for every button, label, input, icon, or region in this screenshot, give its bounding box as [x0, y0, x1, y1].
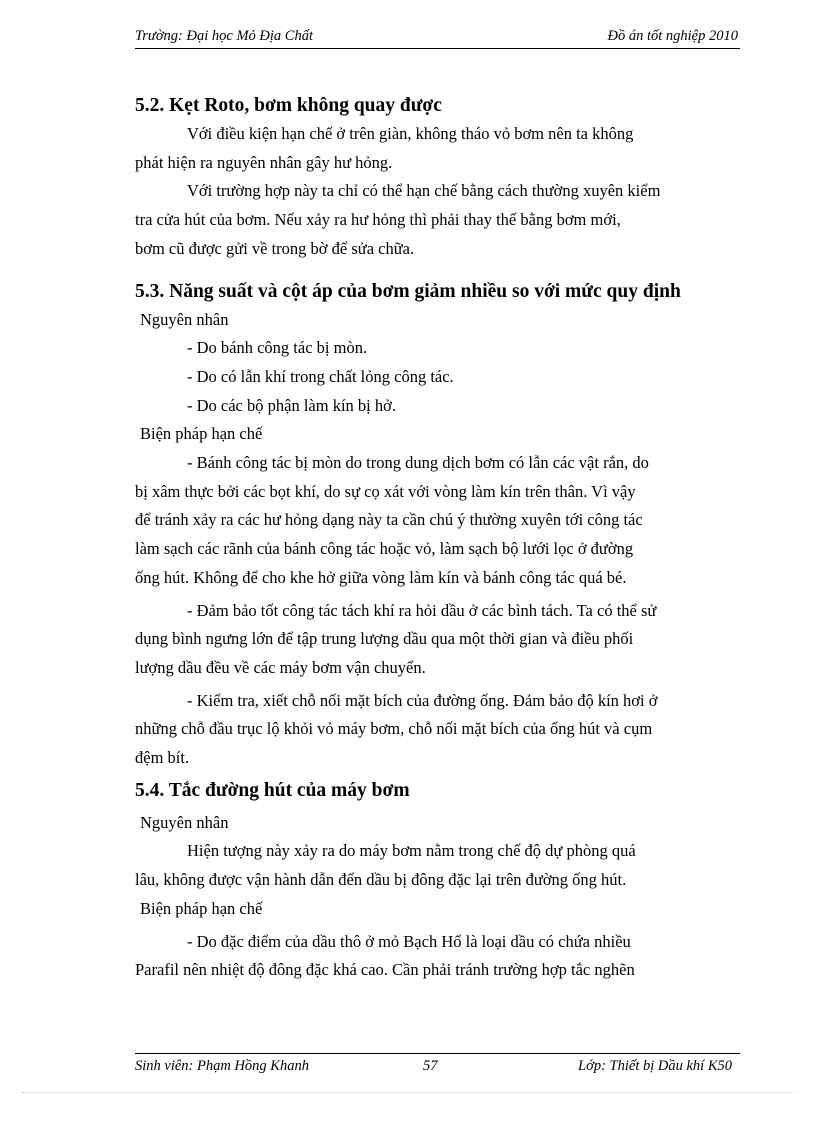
text-line: Với điều kiện hạn chế ở trên giàn, không tháo vỏ bơm nên ta không — [187, 124, 634, 143]
label-remedy: Biện pháp hạn chế — [140, 898, 263, 918]
section-title-5-2: 5.2. Kẹt Roto, bơm không quay được — [135, 95, 442, 116]
page-number: 57 — [423, 1058, 438, 1074]
header-school: Trường: Đại học Mỏ Địa Chất — [135, 28, 313, 44]
text-line: - Kiểm tra, xiết chỗ nối mặt bích của đường ống. Đảm bảo độ kín hơi ở — [187, 690, 658, 710]
page-bottom-divider — [22, 1092, 794, 1093]
text-line: những chỗ đầu trục lộ khỏi vỏ máy bơm, chỗ nối mặt bích của ống hút và cụm — [135, 719, 653, 739]
text-line: bơm cũ được gửi về trong bờ để sửa chữa. — [135, 238, 415, 258]
section-title-5-3: 5.3. Năng suất và cột áp của bơm giảm nhiều so với mức quy định — [135, 280, 681, 302]
text-line: - Đảm bảo tốt công tác tách khí ra hỏi dầu ở các bình tách. Ta có thể sử — [187, 600, 657, 620]
footer-student: Sinh viên: Phạm Hồng Khanh — [135, 1058, 309, 1074]
text-line: bị xâm thực bởi các bọt khí, do sự cọ xát với vòng làm kín trên thân. Vì vậy — [135, 481, 636, 501]
paragraph — [135, 928, 740, 985]
paragraph — [135, 597, 740, 683]
label-cause: Nguyên nhân — [140, 812, 229, 832]
text-line: ống hút. Không để cho khe hở giữa vòng làm kín và bánh công tác quá bé. — [135, 567, 627, 587]
text-line: đệm bít. — [135, 748, 190, 768]
list-item: - Do bánh công tác bị mòn. — [187, 338, 368, 358]
page-header — [135, 28, 740, 49]
header-project: Đồ án tốt nghiệp 2010 — [607, 28, 738, 44]
paragraph — [135, 120, 740, 177]
text-line: Với trường hợp này ta chỉ có thể hạn chế bằng cách thường xuyên kiểm — [187, 181, 661, 201]
text-line: - Bánh công tác bị mòn do trong dung dịch bơm có lẫn các vật rắn, do — [187, 453, 649, 473]
text-line: tra cửa hút của bơm. Nếu xảy ra hư hỏng thì phải thay thế bằng bơm mới, — [135, 210, 621, 230]
label-remedy: Biện pháp hạn chế — [140, 424, 263, 444]
text-line: Parafil nên nhiệt độ đông đặc khá cao. Cần phải tránh trường hợp tắc nghẽn — [135, 960, 635, 980]
document-body — [135, 92, 740, 985]
section-title-5-4: 5.4. Tắc đường hút của máy bơm — [135, 779, 410, 801]
page-footer — [135, 1053, 740, 1076]
text-line: - Do đặc điểm của dầu thô ở mỏ Bạch Hổ là loại dầu có chứa nhiều — [187, 931, 631, 951]
text-line: lượng dầu đều về các máy bơm vận chuyển. — [135, 657, 426, 677]
label-cause: Nguyên nhân — [140, 309, 229, 329]
text-line: lâu, không được vận hành dẫn đến dầu bị đông đặc lại trên đường ống hút. — [135, 870, 627, 890]
text-line: phát hiện ra nguyên nhân gây hư hỏng. — [135, 152, 393, 172]
paragraph — [135, 837, 740, 894]
paragraph — [135, 177, 740, 263]
footer-class: Lớp: Thiết bị Dầu khí K50 — [578, 1058, 732, 1074]
paragraph — [135, 687, 740, 773]
text-line: làm sạch các rãnh của bánh công tác hoặc vỏ, làm sạch bộ lưới lọc ở đường — [135, 539, 634, 559]
paragraph — [135, 449, 740, 593]
list-item: - Do có lẫn khí trong chất lỏng công tác. — [187, 366, 454, 386]
text-line: Hiện tượng này xảy ra do máy bơm nằm trong chế độ dự phòng quá — [187, 841, 636, 861]
list-item: - Do các bộ phận làm kín bị hở. — [187, 395, 396, 415]
text-line: dụng bình ngưng lớn để tập trung lượng dầu qua một thời gian và điều phối — [135, 629, 634, 649]
text-line: để tránh xảy ra các hư hỏng dạng này ta cần chú ý thường xuyên tới công tác — [135, 510, 643, 530]
